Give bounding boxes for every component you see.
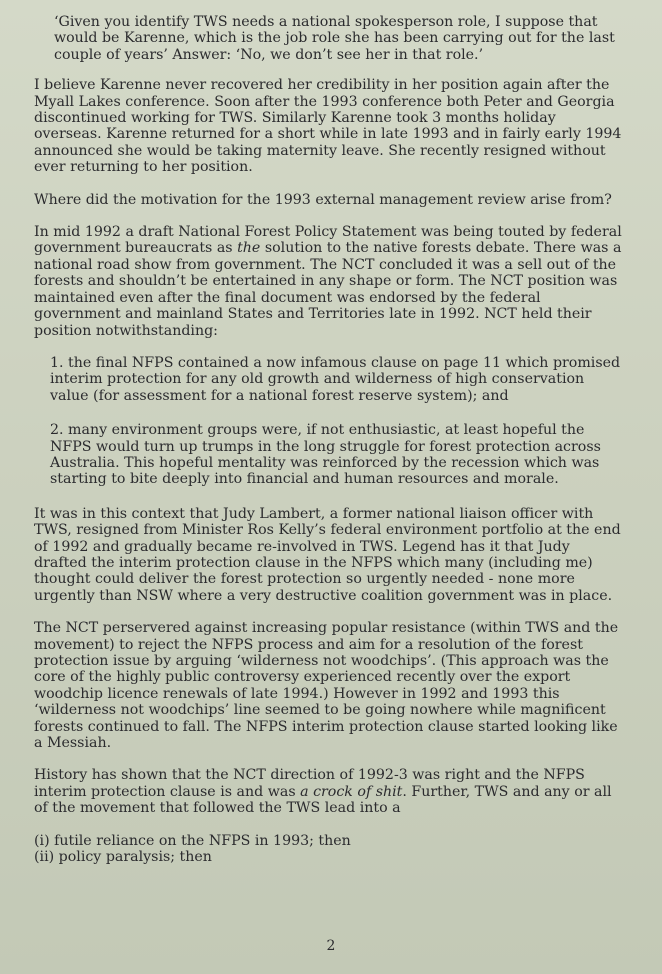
page-number: 2 <box>326 938 336 954</box>
emphasis-text: the <box>237 240 261 257</box>
question-paragraph: Where did the motivation for the 1993 external management review arise from? <box>34 191 612 208</box>
paragraph-nct: The NCT perservered against increasing popular resistance (within TWS and the movement) to reject the NFPS process and aim for a resolution of the forest protection issue by arguing ‘wilderness not woodchips’. (This approach was the core of the highly public controversy experienced recently over the export woodchip licence renewals of late 1994.) However in 1992 and 1993 this ‘wilderness not woodchips’ line seemed to be going nowhere while magnificent forests continued to fall. The NFPS interim protection clause started looking like a Messiah. <box>34 620 619 752</box>
text-run: History has shown that the NCT direction of 1992-3 was right and the NFPS interim protection clause is and was <box>34 767 585 800</box>
numbered-list <box>34 355 622 488</box>
paragraph-nfps <box>34 224 622 339</box>
text-run: . Further, TWS and any or all of the movement that followed the TWS lead into a <box>34 783 612 817</box>
list-item: 2. many environment groups were, if not enthusiastic, at least hopeful the NFPS would turn up trumps in the long struggle for forest protection across Australia. This hopeful mentality was reinforced by the recession which was starting to bite deeply into financial and human resources and morale. <box>50 422 601 488</box>
paragraph-karenne: I believe Karenne never recovered her credibility in her position again after the Myall Lakes conference. Soon after the 1993 conference both Peter and Georgia discontinued working for TWS. Similarly Karenne took 3 months holiday overseas. Karenne returned for a short while in late 1993 and in fairly early 1994 announced she would be taking maternity leave. She recently resigned without ever returning to her position. <box>34 77 622 176</box>
list-item: 1. the final NFPS contained a now infamous clause on page 11 which promised interim protection for any old growth and wilderness of high conservation value (for assessment for a national forest reserve system); and <box>50 354 621 404</box>
roman-list-item: (i) futile reliance on the NFPS in 1993; then <box>34 832 351 849</box>
quote-paragraph: ‘Given you identify TWS needs a national spokesperson role, I suppose that would be Karenne, which is the job role she has been carrying out for the last couple of years’ Answer: ‘No, we don’t see her in that role.’ <box>54 14 615 63</box>
roman-list-item: (ii) policy paralysis; then <box>34 849 212 866</box>
text-run: solution to the native forests debate. There was a national road show from government. The NCT concluded it was a sell out of the forests and shouldn’t be entertained in any shape or form. The NCT position was maintained even after the final document was endorsed by the federal government and mainland States and Territories late in 1992. NCT held their position notwithstanding: <box>34 240 622 339</box>
paragraph-judy: It was in this context that Judy Lambert, a former national liaison officer with TWS, resigned from Minister Ros Kelly’s federal environment portfolio at the end of 1992 and gradually became re-involved in TWS. Legend has it that Judy drafted the interim protection clause in the NFPS which many (including me) thought could deliver the forest protection so urgently needed - none more urgently than NSW where a very destructive coalition government was in place. <box>34 505 621 604</box>
emphasis-text: a crock of shit <box>300 783 403 800</box>
paragraph-history <box>34 767 622 816</box>
text-run: In mid 1992 a draft National Forest Policy Statement was being touted by federal government bureaucrats as <box>34 224 622 257</box>
